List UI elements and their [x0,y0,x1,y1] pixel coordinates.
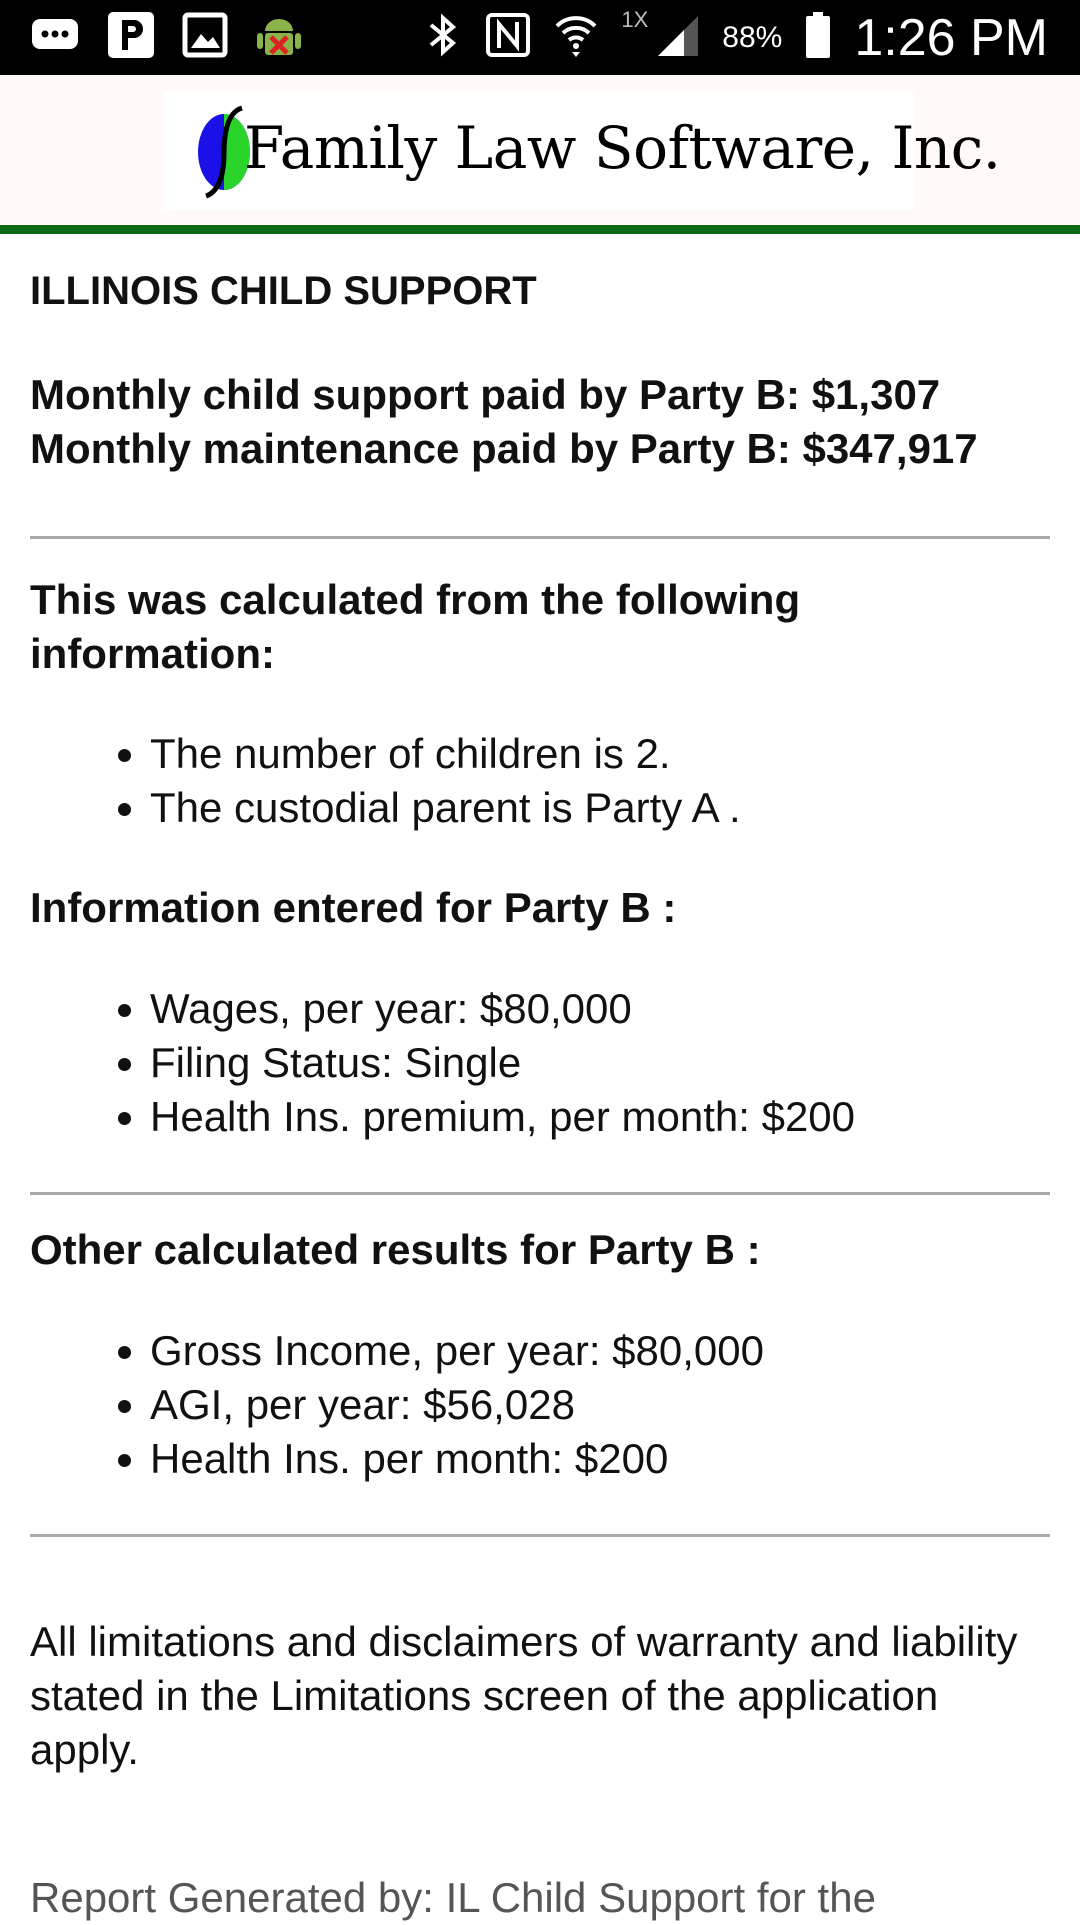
clock: 1:26 PM [854,8,1048,67]
nfc-icon [485,12,531,63]
other-heading: Other calculated results for Party B : [30,1226,761,1273]
message-icon [30,15,80,60]
calc-list [30,727,1050,835]
other-list [30,1324,1050,1486]
wifi-icon [553,12,599,63]
logo-text: Family Law Software, Inc. [244,114,1001,182]
battery-icon [804,10,832,65]
header-divider [0,225,1080,234]
entered-heading: Information entered for Party B : [30,884,677,931]
maintenance-result: Monthly maintenance paid by Party B: $347,917 [30,425,978,472]
parking-icon [106,10,156,65]
company-logo [164,92,1001,210]
image-icon [182,12,228,63]
child-support-result: Monthly child support paid by Party B: $1,307 [30,371,941,418]
list-item: • Health Ins. premium, per month: $200 [150,1090,1050,1144]
entered-list [30,982,1050,1144]
results-summary [30,368,1050,476]
list-item: • The number of children is 2. [150,727,1050,781]
list-item: • Wages, per year: $80,000 [150,982,1050,1036]
report-content [30,234,1050,1925]
app-header [0,75,1080,225]
bluetooth-icon [423,12,463,63]
report-generated-by: Report Generated by: IL Child Support for the [30,1874,876,1921]
list-item: • Health Ins. per month: $200 [150,1432,1050,1486]
list-item: • AGI, per year: $56,028 [150,1378,1050,1432]
list-item: • The custodial parent is Party A . [150,781,1050,835]
report-title: ILLINOIS CHILD SUPPORT [30,269,537,313]
status-bar [0,0,1080,75]
status-bar-notifications [30,10,304,65]
android-debug-icon [254,9,304,66]
battery-percent: 88% [722,20,783,54]
list-item: • Gross Income, per year: $80,000 [150,1324,1050,1378]
signal-icon [656,12,700,63]
network-type-label: 1X [621,6,649,32]
status-bar-system [423,6,1048,69]
list-item: • Filing Status: Single [150,1036,1050,1090]
calc-heading: This was calculated from the following information: [30,576,801,677]
section-divider [30,1192,1050,1195]
disclaimer-text: All limitations and disclaimers of warranty and liability stated in the Limitations screen of the application apply. [30,1618,1018,1773]
section-divider [30,1534,1050,1537]
section-divider [30,536,1050,539]
